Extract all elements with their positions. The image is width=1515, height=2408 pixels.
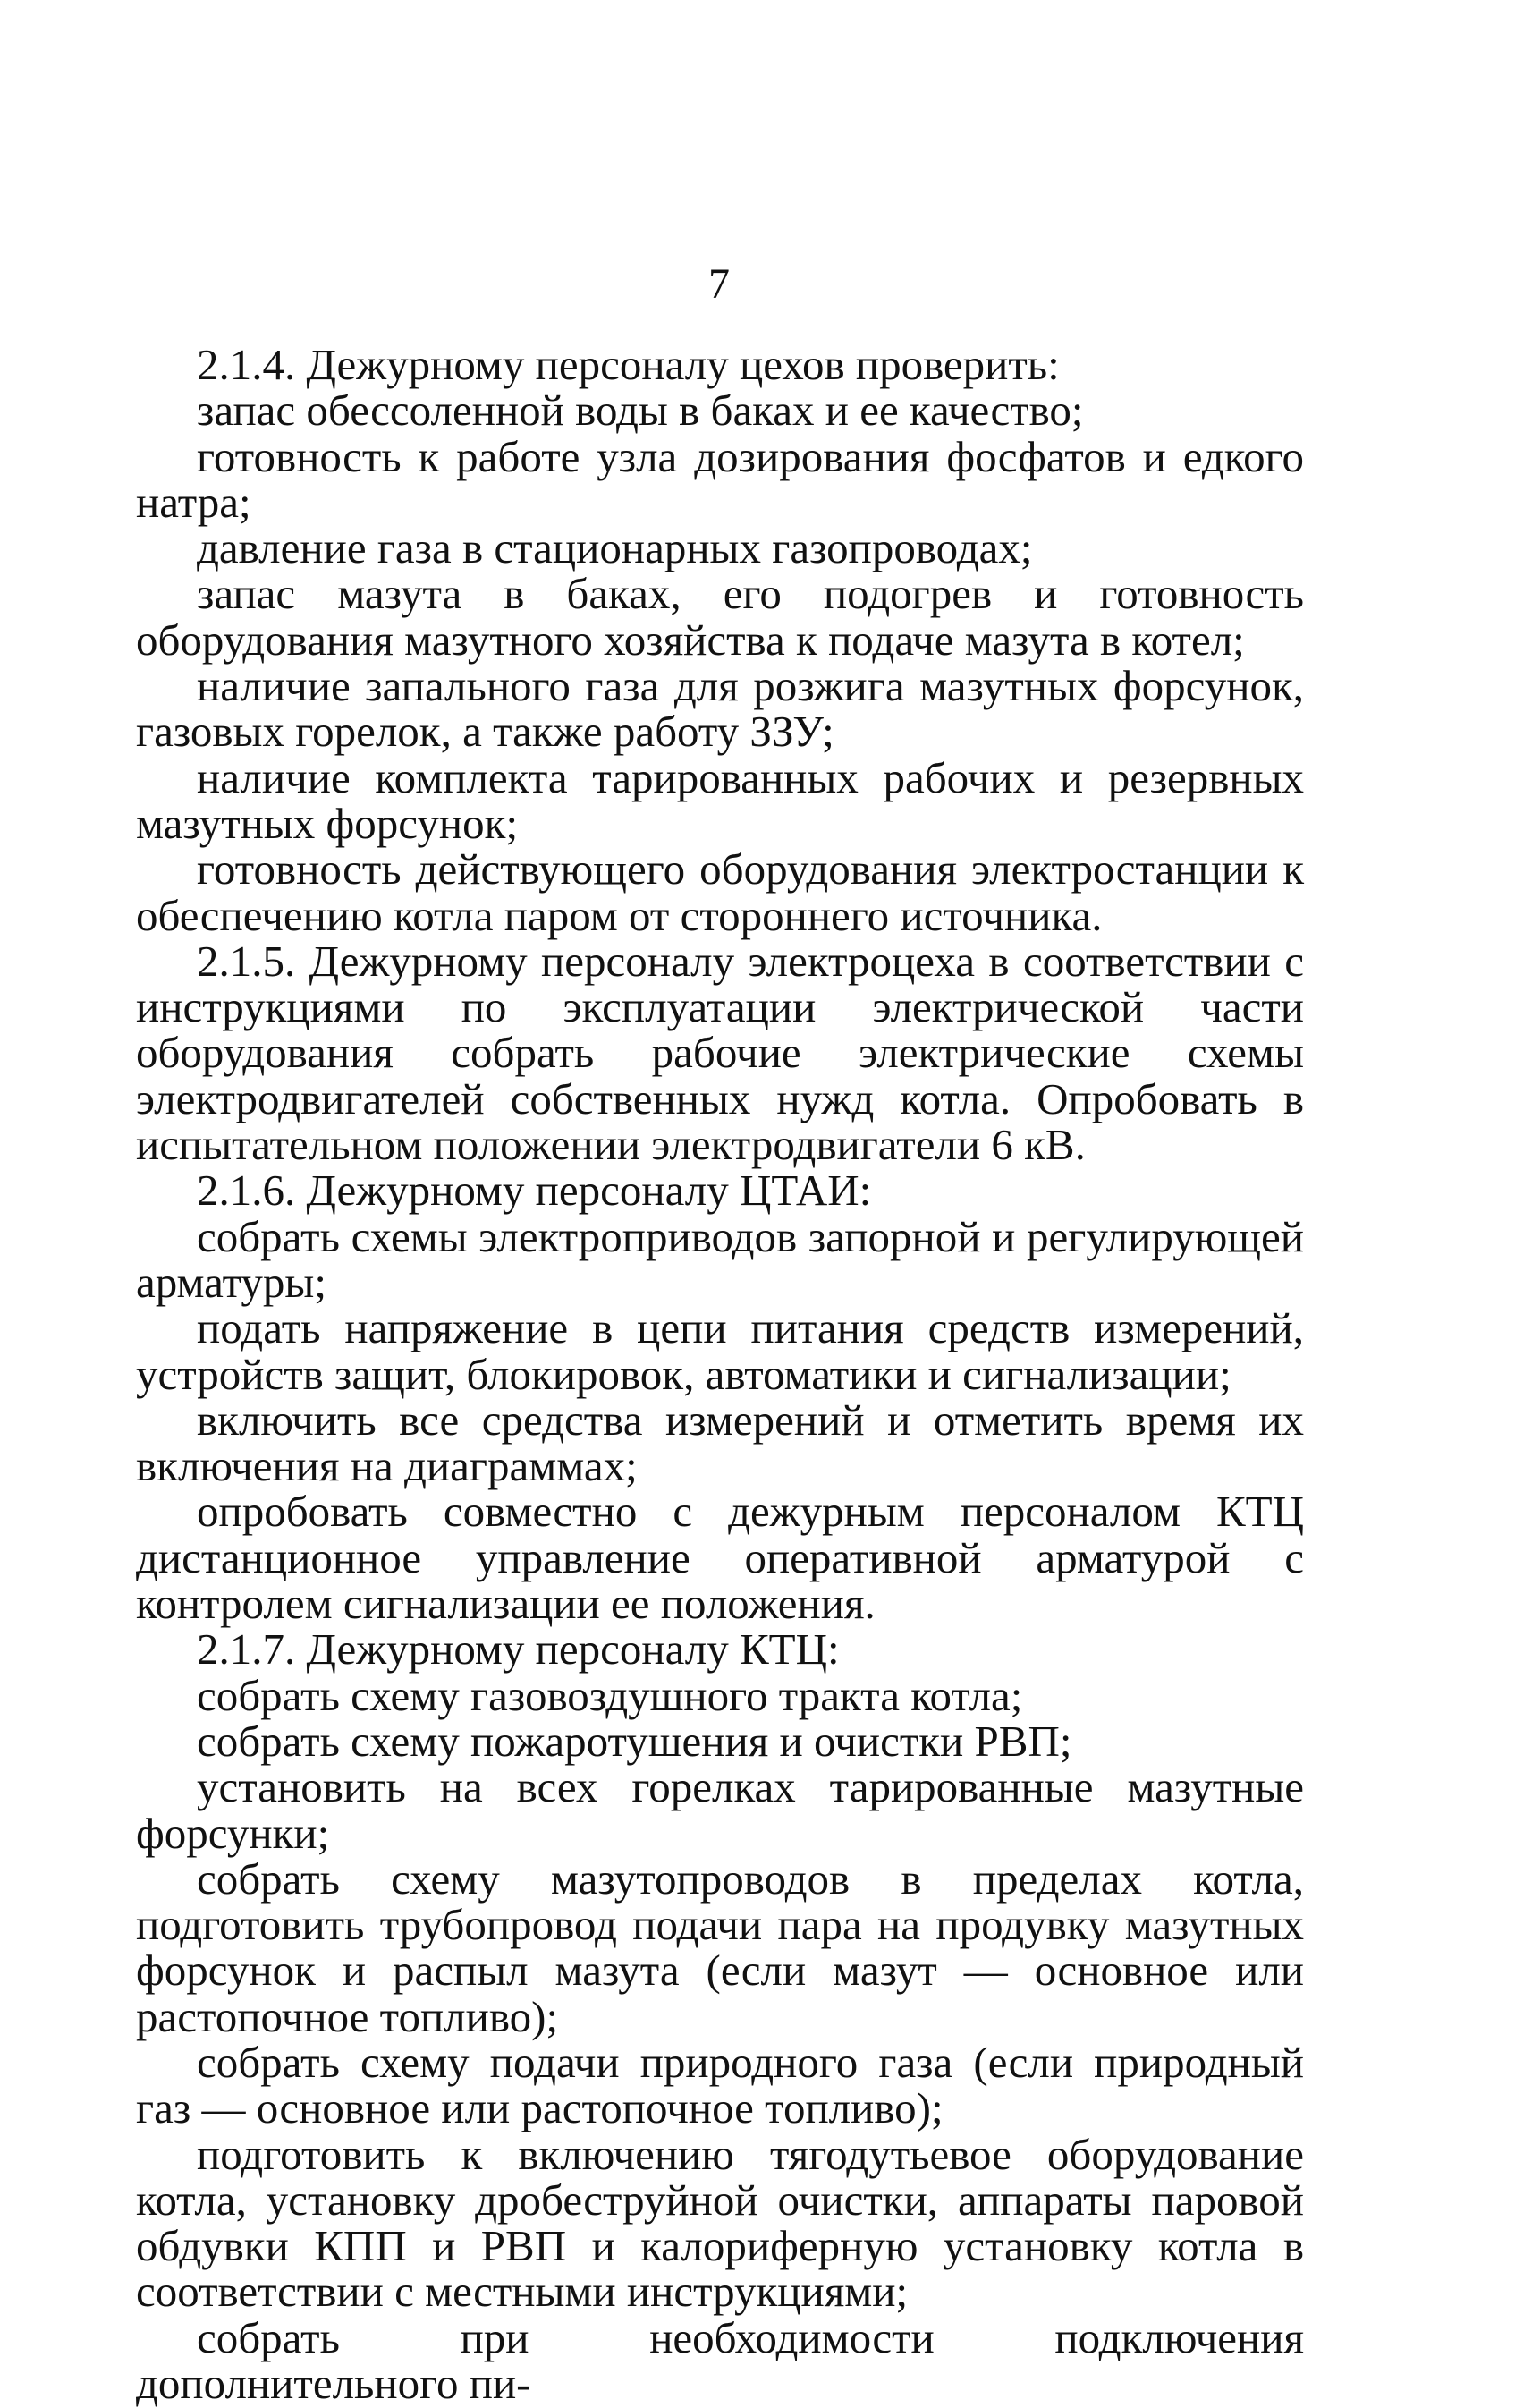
paragraph-additional-feed: собрать при необходимости подключения дополнительного пи- [136, 2312, 1304, 2408]
paragraph-steam-supply: готовность действующего оборудования электростанции к обеспечению котла паром от стороннего источника. [136, 844, 1304, 940]
paragraph-2-1-6-heading: 2.1.6. Дежурному персоналу ЦТАИ: [197, 1166, 872, 1216]
paragraph-actuator-schemes: собрать схемы электроприводов запорной и регулирующей арматуры; [136, 1211, 1304, 1307]
paragraph-2-1-4-heading: 2.1.4. Дежурному персоналу цехов проверить: [197, 340, 1060, 389]
paragraph-fire-suppression: собрать схему пожаротушения и очистки РВП; [197, 1716, 1072, 1766]
paragraph-fuel-oil-lines: собрать схему мазутопроводов в пределах котла, подготовить трубопровод подачи пара на продувку мазутных форсунок и распыл мазута (если мазут — основное или растопочное топливо); [136, 1853, 1304, 2041]
paragraph-ignition-gas: наличие запального газа для розжига мазутных форсунок, газовых горелок, а также работу ЗЗУ; [136, 661, 1304, 757]
paragraph-gas-air-path: собрать схему газовоздушного тракта котла; [197, 1670, 1023, 1720]
page-number: 7 [708, 260, 730, 308]
paragraph-water-reserve: запас обессоленной воды в баках и ее качество; [197, 386, 1084, 436]
paragraph-dosing-readiness: готовность к работе узла дозирования фосфатов и едкого натра; [136, 431, 1304, 527]
paragraph-2-1-7-heading: 2.1.7. Дежурному персоналу КТЦ: [197, 1624, 840, 1675]
paragraph-fuel-oil-reserve: запас мазута в баках, его подогрев и готовность оборудования мазутного хозяйства к подаче мазута в котел; [136, 569, 1304, 665]
paragraph-instruments-on: включить все средства измерений и отметить время их включения на диаграммах; [136, 1395, 1304, 1491]
paragraph-draft-equipment: подготовить к включению тягодутьевое оборудование котла, установку дробеструйной очистки, аппараты паровой обдувки КПП и РВП и калориферную установку котла в соответствии с местными инструкциями; [136, 2129, 1304, 2317]
paragraph-burner-set: наличие комплекта тарированных рабочих и резервных мазутных форсунок; [136, 752, 1304, 848]
page-body [136, 342, 1304, 2406]
paragraph-install-burners: установить на всех горелках тарированные мазутные форсунки; [136, 1762, 1304, 1858]
paragraph-natural-gas: собрать схему подачи природного газа (если природный газ — основное или растопочное топливо); [136, 2037, 1304, 2133]
paragraph-power-supply: подать напряжение в цепи питания средств измерений, устройств защит, блокировок, автоматики и сигнализации; [136, 1303, 1304, 1399]
paragraph-gas-pressure: давление газа в стационарных газопроводах; [197, 523, 1033, 573]
paragraph-remote-control-test: опробовать совместно с дежурным персоналом КТЦ дистанционное управление оперативной арматурой с контролем сигнализации ее положения. [136, 1487, 1304, 1629]
paragraph-2-1-5: 2.1.5. Дежурному персоналу электроцеха в соответствии с инструкциями по эксплуатации электрической части оборудования собрать рабочие электрические схемы электродвигателей собственных нужд котла. Опробовать в испытательном положении электродвигатели 6 кВ. [136, 936, 1304, 1170]
